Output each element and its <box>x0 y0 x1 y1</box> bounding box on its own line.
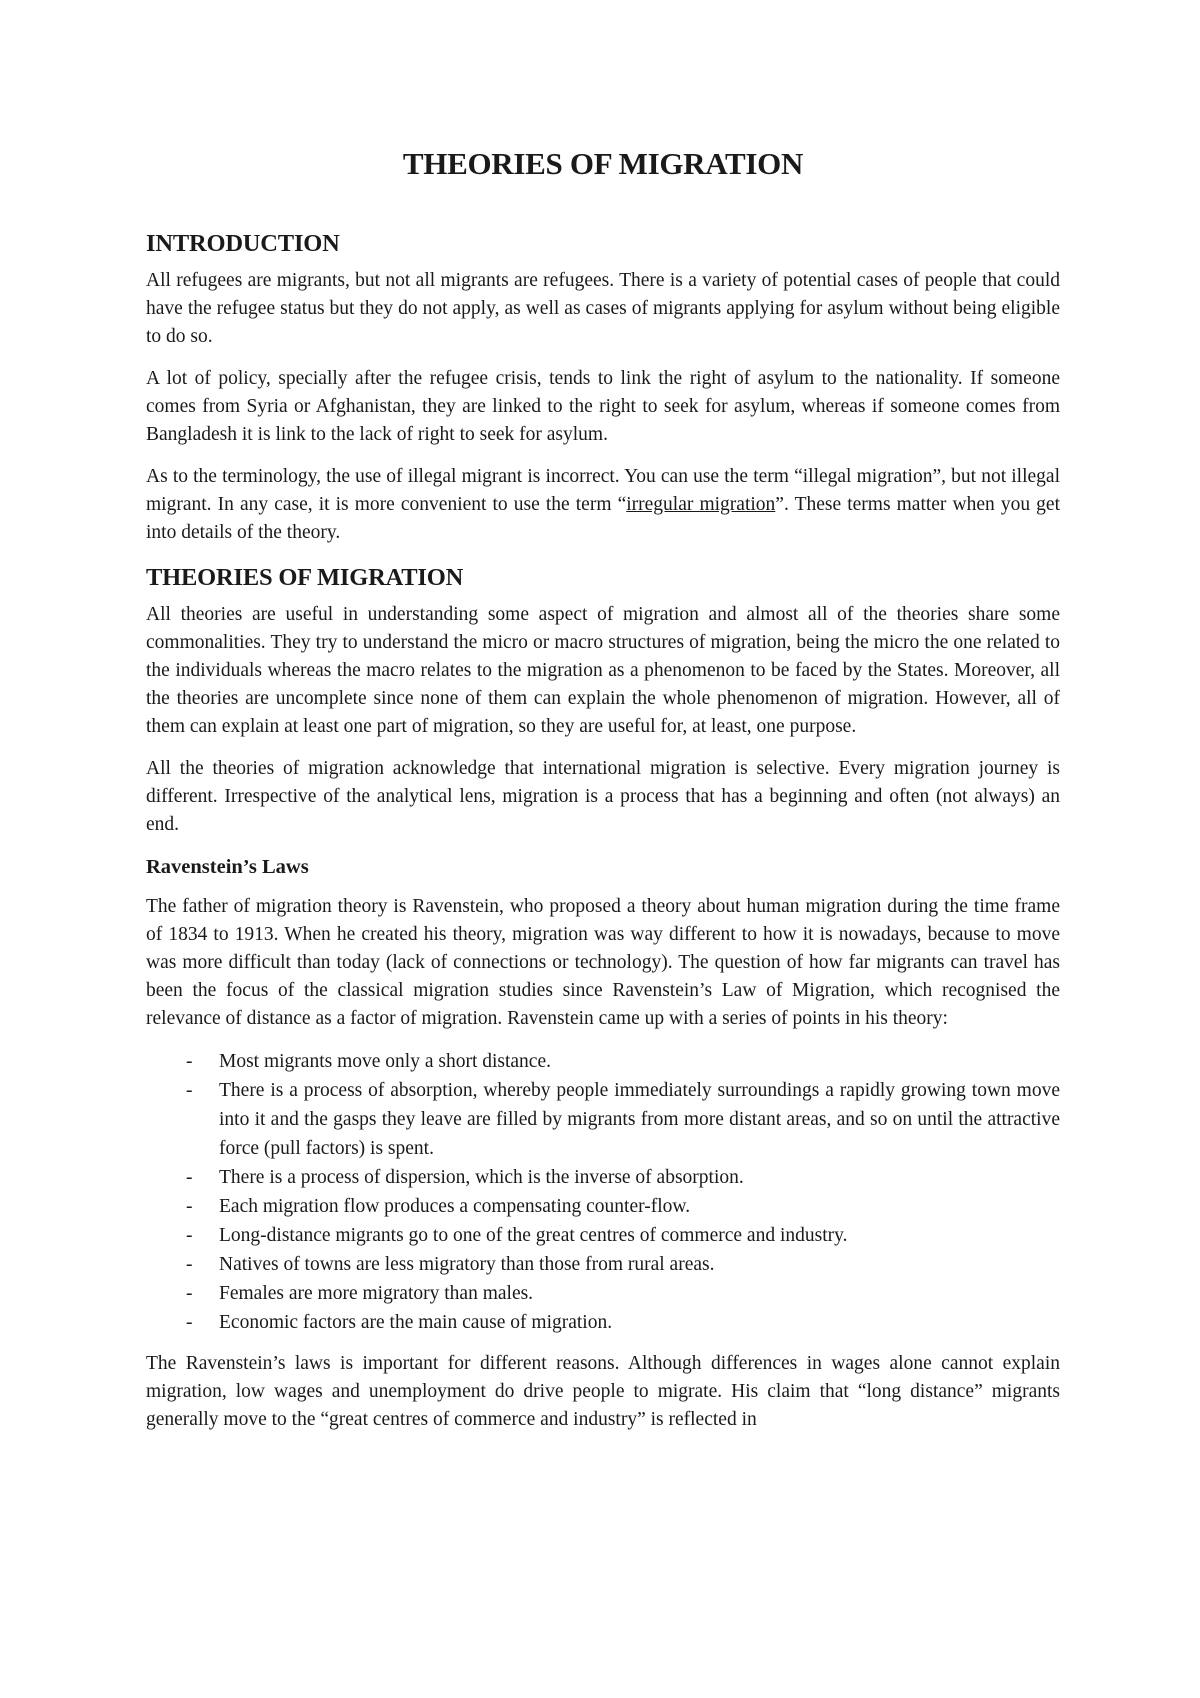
theories-heading: THEORIES OF MIGRATION <box>146 564 464 591</box>
list-item <box>146 1279 1060 1308</box>
list-item-text: Long-distance migrants go to one of the great centres of commerce and industry. <box>219 1225 848 1246</box>
ravenstein-paragraph-2: The Ravenstein’s laws is important for different reasons. Although differences in wages alone cannot explain migration, low wages and unemployment do drive people to migrate. His claim that “long distance” migrants generally move to the “great centres of commerce and industry” is reflected in <box>146 1353 1060 1430</box>
introduction-paragraph-1: All refugees are migrants, but not all migrants are refugees. There is a variety of potential cases of people that could have the refugee status but they do not apply, as well as cases of migrants applying for asylum without being eligible to do so. <box>146 270 1060 347</box>
terminology-text-start: As to the terminology, the use of illegal migrant is incorrect. You can use the term “illegal migration”, but not illegal migrant. In any case, it is more convenient to use the term “ <box>146 466 1060 515</box>
list-item <box>146 1192 1060 1221</box>
list-item-text: Each migration flow produces a compensating counter-flow. <box>219 1196 691 1217</box>
list-item <box>146 1047 1060 1076</box>
list-item-text: There is a process of absorption, whereby people immediately surroundings a rapidly growing town move into it and the gasps they leave are filled by migrants from more distant areas, and so on until the attractive force (pull factors) is spent. <box>219 1080 1060 1159</box>
list-item-text: Most migrants move only a short distance. <box>219 1051 551 1072</box>
theories-section <box>146 561 1060 839</box>
irregular-migration-term: irregular migration <box>626 494 776 515</box>
list-item <box>146 1250 1060 1279</box>
list-item-text: Natives of towns are less migratory than those from rural areas. <box>219 1254 715 1275</box>
dash-bullet: - <box>186 1051 193 1072</box>
list-item <box>146 1221 1060 1250</box>
theories-paragraph-2: All the theories of migration acknowledge that international migration is selective. Every migration journey is different. Irrespective of the analytical lens, migration is a process that has a beginning and often (not always) an end. <box>146 758 1060 835</box>
introduction-paragraph-3 <box>146 463 1060 547</box>
document-body <box>146 142 1060 1434</box>
list-item-text: There is a process of dispersion, which is the inverse of absorption. <box>219 1167 744 1188</box>
list-item-text: Females are more migratory than males. <box>219 1283 534 1304</box>
document-title: THEORIES OF MIGRATION <box>402 146 804 181</box>
ravenstein-paragraph-1: The father of migration theory is Ravenstein, who proposed a theory about human migration during the time frame of 1834 to 1913. When he created his theory, migration was way different to how it is nowadays, because to move was more difficult than today (lack of connections or technology). The question of how far migrants can travel has been the focus of the classical migration studies since Ravenstein’s Law of Migration, which recognised the relevance of distance as a factor of migration. Ravenstein came up with a series of points in his theory: <box>146 896 1060 1029</box>
ravenstein-heading: Ravenstein’s Laws <box>146 856 309 878</box>
introduction-paragraph-2: A lot of policy, specially after the refugee crisis, tends to link the right of asylum to the nationality. If someone comes from Syria or Afghanistan, they are linked to the right to seek for asylum, whereas if someone comes from Bangladesh it is link to the lack of right to seek for asylum. <box>146 368 1060 445</box>
ravenstein-section <box>146 853 1060 1434</box>
dash-bullet: - <box>186 1225 193 1246</box>
introduction-section <box>146 227 1060 547</box>
list-item <box>146 1308 1060 1337</box>
dash-bullet: - <box>186 1167 193 1188</box>
dash-bullet: - <box>186 1196 193 1217</box>
theories-paragraph-1: All theories are useful in understanding some aspect of migration and almost all of the theories share some commonalities. They try to understand the micro or macro structures of migration, being the micro the one related to the individuals whereas the macro relates to the migration as a phenomenon to be faced by the States. Moreover, all the theories are uncomplete since none of them can explain the whole phenomenon of migration. However, all of them can explain at least one part of migration, so they are useful for, at least, one purpose. <box>146 604 1060 737</box>
list-item <box>146 1076 1060 1163</box>
terminology-text-end: ”. These terms matter when you get into details of the theory. <box>146 494 1061 543</box>
dash-bullet: - <box>186 1254 193 1275</box>
list-item <box>146 1163 1060 1192</box>
ravenstein-points-list <box>146 1047 1060 1337</box>
introduction-heading: INTRODUCTION <box>146 230 340 257</box>
dash-bullet: - <box>186 1283 193 1304</box>
dash-bullet: - <box>186 1080 193 1101</box>
list-item-text: Economic factors are the main cause of migration. <box>219 1312 613 1333</box>
dash-bullet: - <box>186 1312 193 1333</box>
